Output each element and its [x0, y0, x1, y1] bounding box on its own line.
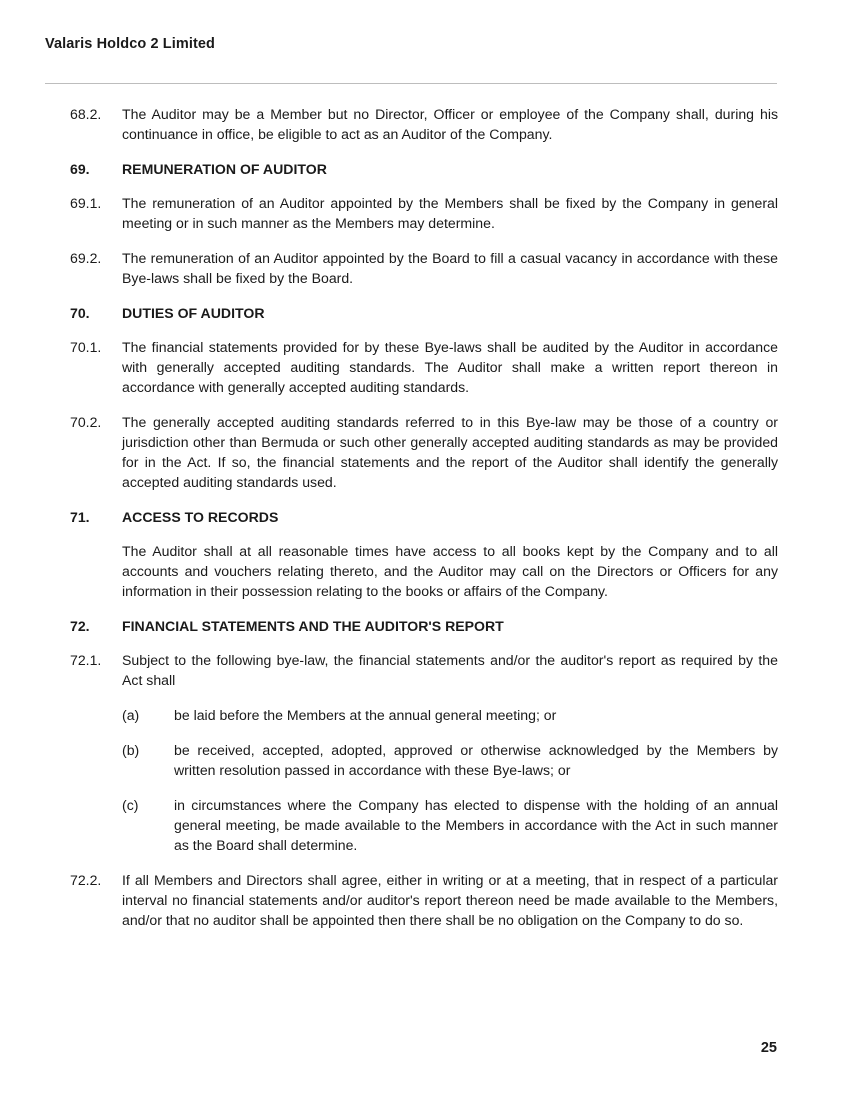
section-heading-70 [70, 303, 778, 323]
subclause-label: (c) [122, 797, 139, 813]
section-title: FINANCIAL STATEMENTS AND THE AUDITOR'S REPORT [122, 618, 504, 634]
clause-72-2 [70, 870, 778, 930]
section-number: 70. [70, 305, 90, 321]
subclause-text: be received, accepted, adopted, approved or otherwise acknowledged by the Members by written resolution passed in accordance with these Bye-laws; or [174, 742, 778, 778]
clause-70-1 [70, 337, 778, 397]
clause-text: Subject to the following bye-law, the financial statements and/or the auditor's report as required by the Act shall [122, 652, 778, 688]
subclause-label: (b) [122, 742, 140, 758]
section-title: REMUNERATION OF AUDITOR [122, 161, 327, 177]
clause-number: 69.1. [70, 195, 102, 211]
clause-69-2 [70, 248, 778, 288]
header-divider [45, 83, 777, 84]
subclause-72-1-b [122, 740, 778, 780]
document-header-title: Valaris Holdco 2 Limited [45, 36, 216, 52]
clause-68-2 [70, 104, 778, 144]
document-body [70, 104, 778, 945]
clause-number: 72.1. [70, 652, 102, 668]
section-number: 71. [70, 509, 90, 525]
paragraph-71: The Auditor shall at all reasonable times have access to all books kept by the Company and to all accounts and vouchers relating thereto, and the Auditor may call on the Directors or Officers for any information in their possession relating to the books or affairs of the Company. [122, 543, 778, 599]
clause-text: The remuneration of an Auditor appointed by the Board to fill a casual vacancy in accordance with these Bye-laws shall be fixed by the Board. [122, 250, 778, 286]
section-title: DUTIES OF AUDITOR [122, 305, 265, 321]
clause-text: The financial statements provided for by these Bye-laws shall be audited by the Auditor in accordance with generally accepted auditing standards. The Auditor shall make a written report thereon in accordance with generally accepted auditing standards. [122, 339, 778, 395]
section-heading-69 [70, 159, 778, 179]
clause-text: The remuneration of an Auditor appointed by the Members shall be fixed by the Company in general meeting or in such manner as the Members may determine. [122, 195, 778, 231]
clause-number: 68.2. [70, 106, 102, 122]
subclause-text: be laid before the Members at the annual general meeting; or [174, 707, 557, 723]
clause-number: 72.2. [70, 872, 102, 888]
subclause-72-1-c [122, 795, 778, 855]
clause-text: If all Members and Directors shall agree, either in writing or at a meeting, that in respect of a particular interval no financial statements and/or auditor's report thereon need be made available to the Members, and/or that no auditor shall be appointed then there shall be no obligation on the Company to do so. [122, 872, 778, 928]
clause-text: The generally accepted auditing standards referred to in this Bye-law may be those of a country or jurisdiction other than Bermuda or such other generally accepted auditing standards as may be provided for in the Act. If so, the financial statements and the report of the Auditor shall identify the generally accepted auditing standards used. [122, 414, 778, 490]
subclause-label: (a) [122, 707, 140, 723]
clause-number: 70.1. [70, 339, 102, 355]
section-title: ACCESS TO RECORDS [122, 509, 279, 525]
clause-text: The Auditor may be a Member but no Director, Officer or employee of the Company shall, during his continuance in office, be eligible to act as an Auditor of the Company. [122, 106, 778, 142]
section-number: 72. [70, 618, 90, 634]
clause-69-1 [70, 193, 778, 233]
clause-70-2 [70, 412, 778, 492]
subclause-text: in circumstances where the Company has elected to dispense with the holding of an annual general meeting, be made available to the Members in accordance with the Act in such manner as the Board shall determine. [174, 797, 778, 853]
clause-number: 70.2. [70, 414, 102, 430]
section-number: 69. [70, 161, 90, 177]
clause-72-1 [70, 650, 778, 690]
clause-number: 69.2. [70, 250, 102, 266]
page-number: 25 [760, 1040, 777, 1056]
section-heading-71 [70, 507, 778, 527]
section-heading-72 [70, 616, 778, 636]
subclause-72-1-a [122, 705, 778, 725]
